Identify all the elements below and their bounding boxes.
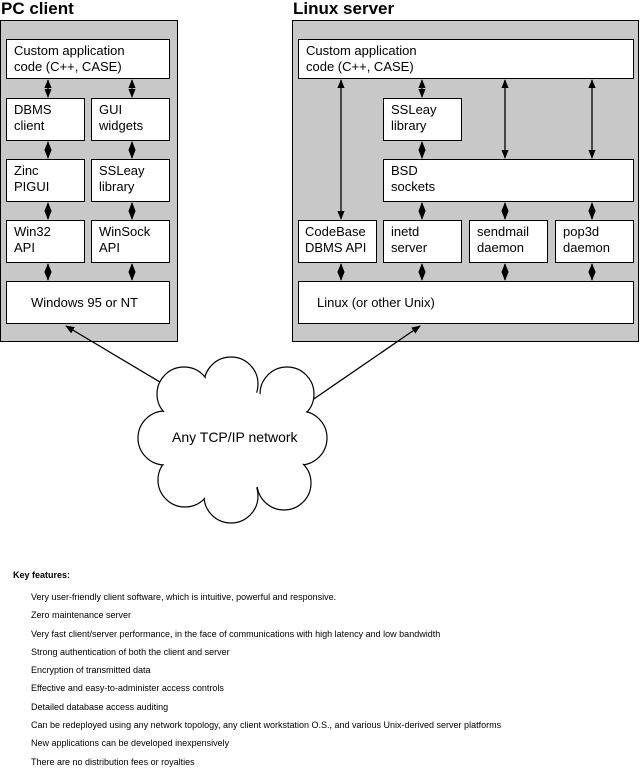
pc-windows-label: Windows 95 or NT xyxy=(31,294,138,310)
srv-custom-app-box: Custom application code (C++, CASE) xyxy=(298,39,634,79)
feature-item: Effective and easy-to-administer access controls xyxy=(31,683,224,694)
feature-item: New applications can be developed inexpensively xyxy=(31,738,230,749)
srv-linux-label: Linux (or other Unix) xyxy=(317,294,435,310)
network-label: Any TCP/IP network xyxy=(172,429,298,445)
srv-codebase-dbms-box: CodeBase DBMS API xyxy=(298,220,377,263)
feature-item: Very fast client/server performance, in the face of communications with high latency and low bandwidth xyxy=(31,628,441,639)
feature-item: Encryption of transmitted data xyxy=(31,665,151,676)
pc-custom-app-box: Custom application code (C++, CASE) xyxy=(6,39,170,79)
feature-item: There are no distribution fees or royalties xyxy=(31,756,195,767)
feature-item: Very user-friendly client software, which is intuitive, powerful and responsive. xyxy=(31,592,337,602)
feature-item: Can be redeployed using any network topology, any client workstation O.S., and various Unix-derived server platforms xyxy=(31,720,502,731)
network-link-server xyxy=(305,326,420,405)
network-link-pc xyxy=(66,326,170,388)
feature-item: Detailed database access auditing xyxy=(31,701,169,712)
srv-sendmail-daemon-box: sendmail daemon xyxy=(469,220,548,263)
features-list xyxy=(31,591,501,774)
srv-pop3d-daemon-box: pop3d daemon xyxy=(555,220,634,263)
feature-item: Zero maintenance server xyxy=(31,610,132,621)
srv-inetd-server-box: inetd server xyxy=(383,220,462,263)
pc-winsock-api-box: WinSock API xyxy=(91,220,170,263)
pc-ssleay-library-box: SSLeay library xyxy=(91,159,170,202)
pc-zinc-pigui-box: Zinc PIGUI xyxy=(6,159,85,202)
pc-win32-api-box: Win32 API xyxy=(6,220,85,263)
pc-dbms-client-box: DBMS client xyxy=(6,98,85,141)
pc-client-title: PC client xyxy=(1,0,74,18)
features-title: Key features: xyxy=(13,570,71,580)
pc-gui-widgets-box: GUI widgets xyxy=(91,98,170,141)
linux-server-title: Linux server xyxy=(293,0,395,18)
feature-item: Strong authentication of both the client and server xyxy=(31,646,230,657)
srv-bsd-sockets-box: BSD sockets xyxy=(383,159,634,202)
srv-ssleay-library-box: SSLeay library xyxy=(383,98,462,141)
